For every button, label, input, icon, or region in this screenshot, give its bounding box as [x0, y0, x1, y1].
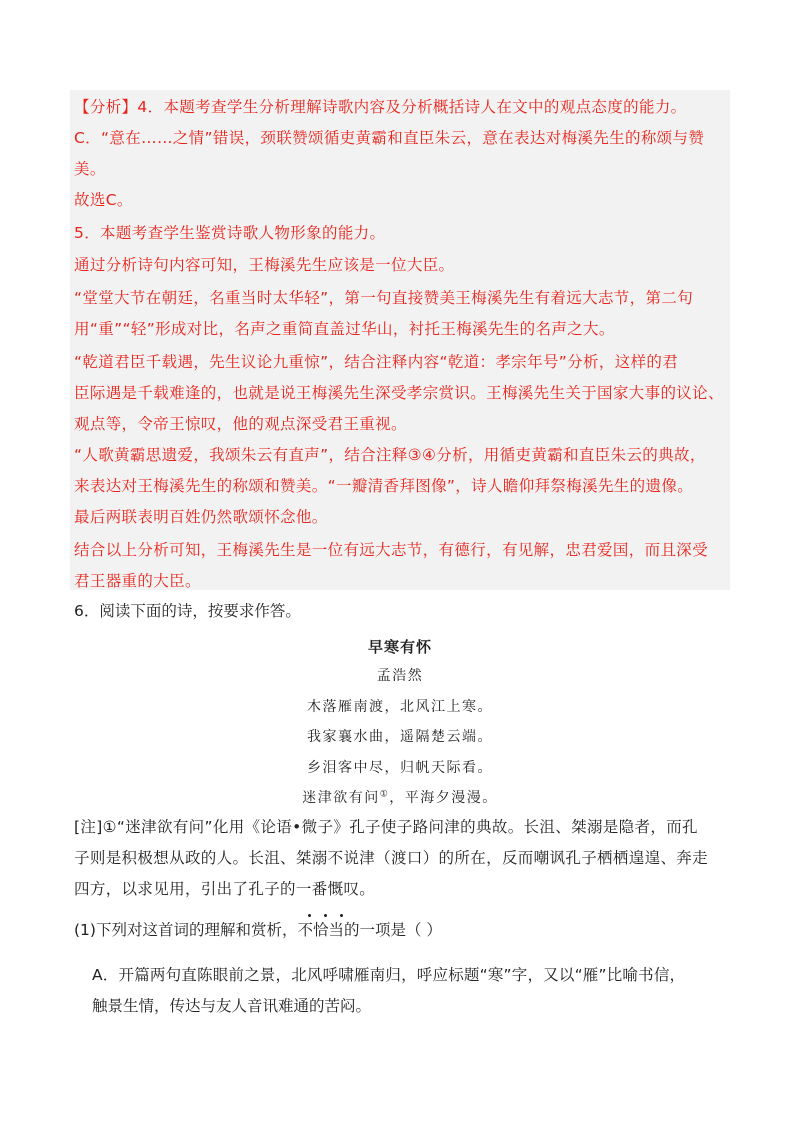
poem-last-line	[0, 787, 800, 807]
analysis-line: 5．本题考查学生鉴赏诗歌人物形象的能力。	[74, 224, 386, 242]
analysis-line: 美。	[74, 160, 106, 178]
analysis-line: “人歌黄霸思遗爱，我颂朱云有直声”，结合注释③④分析，用循吏黄霸和直臣朱云的典故，	[74, 446, 706, 464]
note-line: 子则是积极想从政的人。长沮、桀溺不说津（渡口）的所在，反而嘲讽孔子栖栖遑遑、奔走	[74, 849, 709, 867]
analysis-line: 观点等，令帝王惊叹，他的观点深受君王重视。	[74, 415, 407, 433]
emphasis-dot	[308, 914, 311, 917]
poem-line-text: 迷津欲有问	[302, 790, 380, 806]
sub-question-1	[74, 920, 442, 940]
option-a-line: 触景生情，传达与友人音讯难通的苦闷。	[92, 997, 372, 1015]
note-line: 四方，以求见用，引出了孔子的一番慨叹。	[74, 880, 376, 898]
emphasis-text: 不恰当	[297, 921, 344, 939]
poem-line: 我家襄水曲，遥隔楚云端。	[307, 729, 493, 745]
poem-line: 木落雁南渡，北风江上寒。	[307, 699, 493, 715]
note-line: [注]①“迷津欲有问”化用《论语•微子》孔子使子路问津的典故。长沮、桀溺是隐者，而孔	[74, 818, 698, 836]
analysis-line: 【分析】4．本题考查学生分析理解诗歌内容及分析概括诗人在文中的观点态度的能力。	[74, 98, 687, 116]
sub-question-text: (1)下列对这首词的理解和赏析，	[74, 921, 298, 939]
analysis-line: 故选C。	[74, 191, 133, 209]
analysis-line: “堂堂大节在朝廷，名重当时太华轻”，第一句直接赞美王梅溪先生有着远大志节，第二句	[74, 289, 694, 307]
poem-title: 早寒有怀	[367, 638, 432, 656]
analysis-line: 通过分析诗句内容可知，王梅溪先生应该是一位大臣。	[74, 256, 455, 274]
poem-line-text: ，平海夕漫漫。	[389, 790, 498, 806]
sub-question-text: 的一项是（ ）	[343, 921, 442, 939]
emphasis-dot	[340, 914, 343, 917]
analysis-line: 用“重”“轻”形成对比，名声之重简直盖过华山，衬托王梅溪先生的名声之大。	[74, 320, 615, 338]
analysis-line: 来表达对王梅溪先生的称颂和赞美。“一瓣清香拜图像”，诗人瞻仰拜祭梅溪先生的遗像。	[74, 477, 694, 495]
emphasis-dot	[324, 914, 327, 917]
analysis-line: C．“意在……之情”错误，颈联赞颂循吏黄霸和直臣朱云，意在表达对梅溪先生的称颂与赞	[74, 129, 705, 147]
option-a-line: A．开篇两句直陈眼前之景，北风呼啸雁南归，呼应标题“寒”字，又以“雁”比喻书信，	[92, 966, 686, 984]
poem-author: 孟浩然	[376, 668, 424, 684]
question-6-prompt: 6．阅读下面的诗，按要求作答。	[74, 602, 301, 620]
analysis-line: 臣际遇是千载难逢的，也就是说王梅溪先生深受孝宗赏识。王梅溪先生关于国家大事的议论、	[74, 384, 724, 402]
analysis-line: 结合以上分析可知，王梅溪先生是一位有远大志节，有德行，有见解，忠君爱国，而且深受	[74, 541, 709, 559]
poem-line: 乡泪客中尽，归帆天际看。	[307, 760, 493, 776]
analysis-line: 君王器重的大臣。	[74, 572, 201, 590]
analysis-line: “乾道君臣千载遇，先生议论九重惊”，结合注释内容“乾道：孝宗年号”分析，这样的君	[74, 353, 679, 371]
analysis-line: 最后两联表明百姓仍然歌颂怀念他。	[74, 508, 328, 526]
footnote-marker: ①	[379, 789, 390, 800]
